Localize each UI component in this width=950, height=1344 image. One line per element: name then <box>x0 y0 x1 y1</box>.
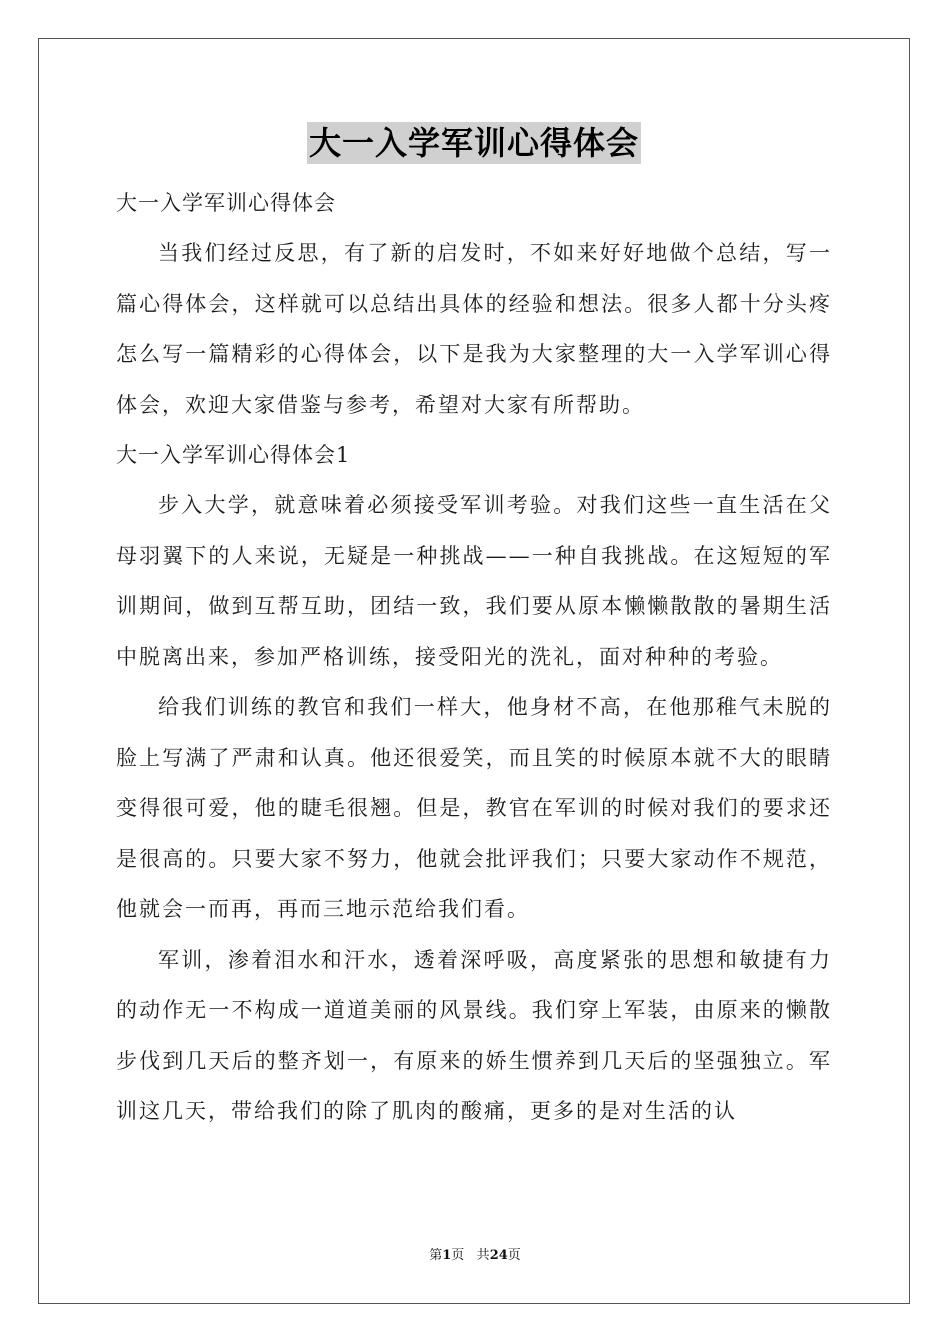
document-title: 大一入学军训心得体会 <box>308 124 639 162</box>
document-subtitle: 大一入学军训心得体会 <box>116 191 336 215</box>
body-paragraph: 步入大学，就意味着必须接受军训考验。对我们这些一直生活在父母羽翼下的人来说，无疑是一种挑战——一种自我挑战。在这短短的军训期间，做到互帮互助，团结一致，我们要从原本懒懒散散的暑期生活中脱离出来，参加严格训练，接受阳光的洗礼，面对种种的考验。 <box>116 493 832 669</box>
intro-paragraph: 当我们经过反思，有了新的启发时，不如来好好地做个总结，写一篇心得体会，这样就可以总结出具体的经验和想法。很多人都十分头疼怎么写一篇精彩的心得体会，以下是我为大家整理的大一入学军训心得体会，欢迎大家借鉴与参考，希望对大家有所帮助。 <box>116 241 832 417</box>
total-suffix: 页 <box>507 1248 521 1263</box>
page-prefix: 第 <box>429 1248 443 1263</box>
total-pages: 24 <box>489 1248 508 1263</box>
document-body <box>116 122 832 1137</box>
body-paragraph: 军训，渗着泪水和汗水，透着深呼吸，高度紧张的思想和敏捷有力的动作无一不构成一道道美丽的风景线。我们穿上军装，由原来的懒散步伐到几天后的整齐划一，有原来的娇生惯养到几天后的坚强独立。军训这几天，带给我们的除了肌肉的酸痛，更多的是对生活的认 <box>116 947 832 1123</box>
body-paragraph: 给我们训练的教官和我们一样大，他身材不高，在他那稚气未脱的脸上写满了严肃和认真。他还很爱笑，而且笑的时候原本就不大的眼睛变得很可爱，他的睫毛很翘。但是，教官在军训的时候对我们的要求还是很高的。只要大家不努力，他就会批评我们；只要大家动作不规范，他就会一而再，再而三地示范给我们看。 <box>116 695 832 921</box>
section-heading: 大一入学军训心得体会1 <box>116 443 351 467</box>
total-prefix: 共 <box>476 1248 490 1263</box>
page-number: 1 <box>442 1248 452 1263</box>
title-container <box>116 122 832 176</box>
page-footer <box>0 1244 950 1263</box>
page-suffix: 页 <box>451 1248 465 1263</box>
